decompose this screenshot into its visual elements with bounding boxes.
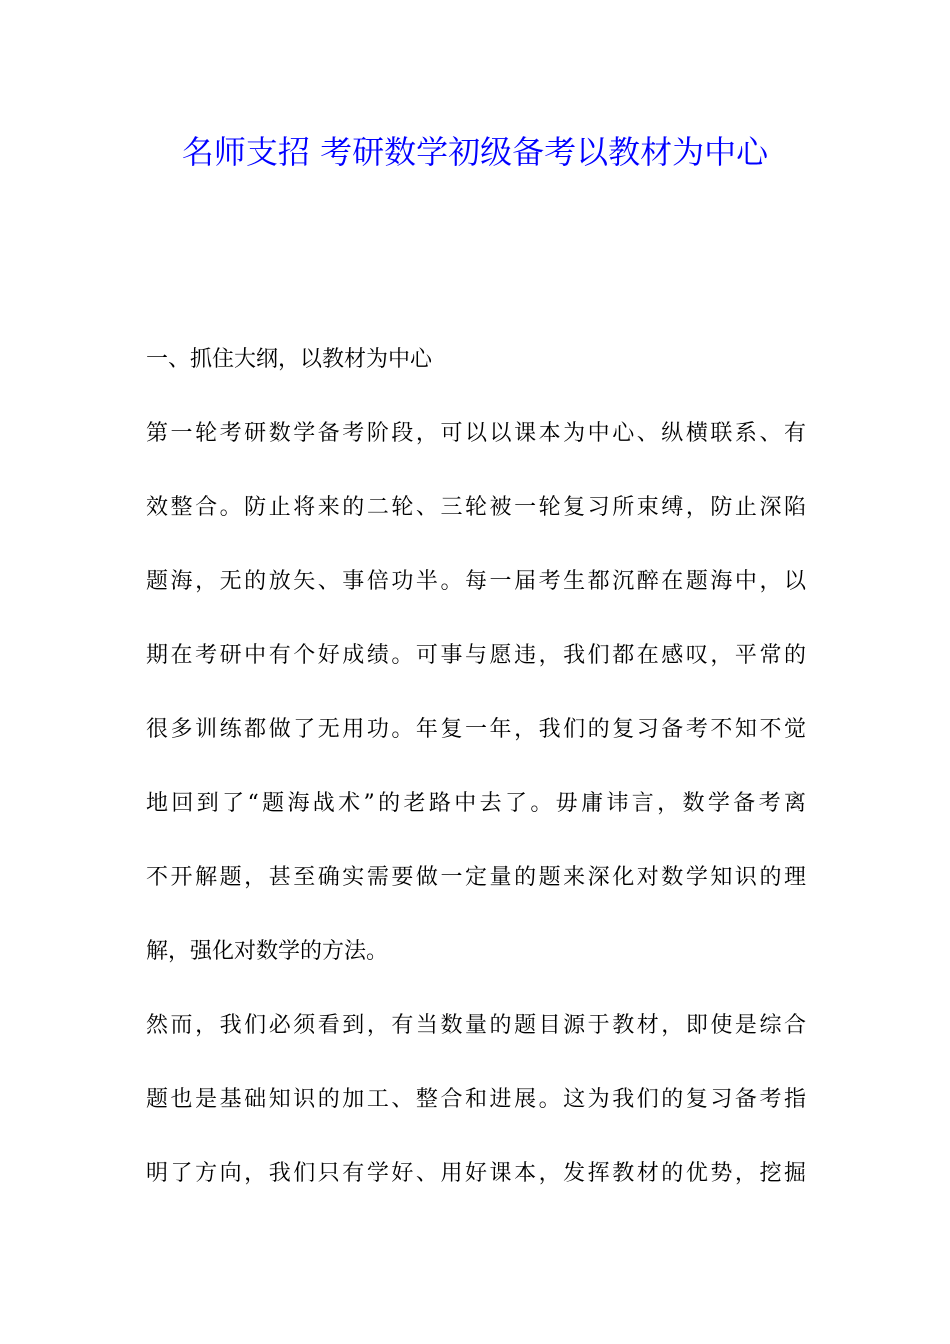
document-title: 名师支招 考研数学初级备考以教材为中心 — [181, 133, 769, 171]
paragraph-2-line: 然而，我们必须看到，有当数量的题目源于教材，即使是综合 — [146, 1013, 806, 1038]
paragraph-1-line: 不开解题，甚至确实需要做一定量的题来深化对数学知识的理 — [146, 865, 806, 890]
paragraph-1-line: 很多训练都做了无用功。年复一年，我们的复习备考不知不觉 — [146, 717, 806, 742]
paragraph-1-line: 解，强化对数学的方法。 — [146, 939, 389, 964]
paragraph-1-line: 效整合。防止将来的二轮、三轮被一轮复习所束缚，防止深陷 — [146, 495, 806, 520]
document-body — [146, 323, 806, 1211]
paragraph-1-line: 地回到了“题海战术”的老路中去了。毋庸讳言，数学备考离 — [146, 791, 806, 816]
paragraph-2-line: 题也是基础知识的加工、整合和进展。这为我们的复习备考指 — [146, 1087, 806, 1112]
paragraph-2-line: 明了方向，我们只有学好、用好课本，发挥教材的优势，挖掘 — [146, 1161, 806, 1186]
section-heading: 一、抓住大纲，以教材为中心 — [146, 347, 433, 372]
paragraph-1-line: 期在考研中有个好成绩。可事与愿违，我们都在感叹，平常的 — [146, 643, 806, 668]
paragraph-1-line: 第一轮考研数学备考阶段，可以以课本为中心、纵横联系、有 — [146, 421, 806, 446]
paragraph-1-line: 题海，无的放矢、事倍功半。每一届考生都沉醉在题海中，以 — [146, 569, 806, 594]
